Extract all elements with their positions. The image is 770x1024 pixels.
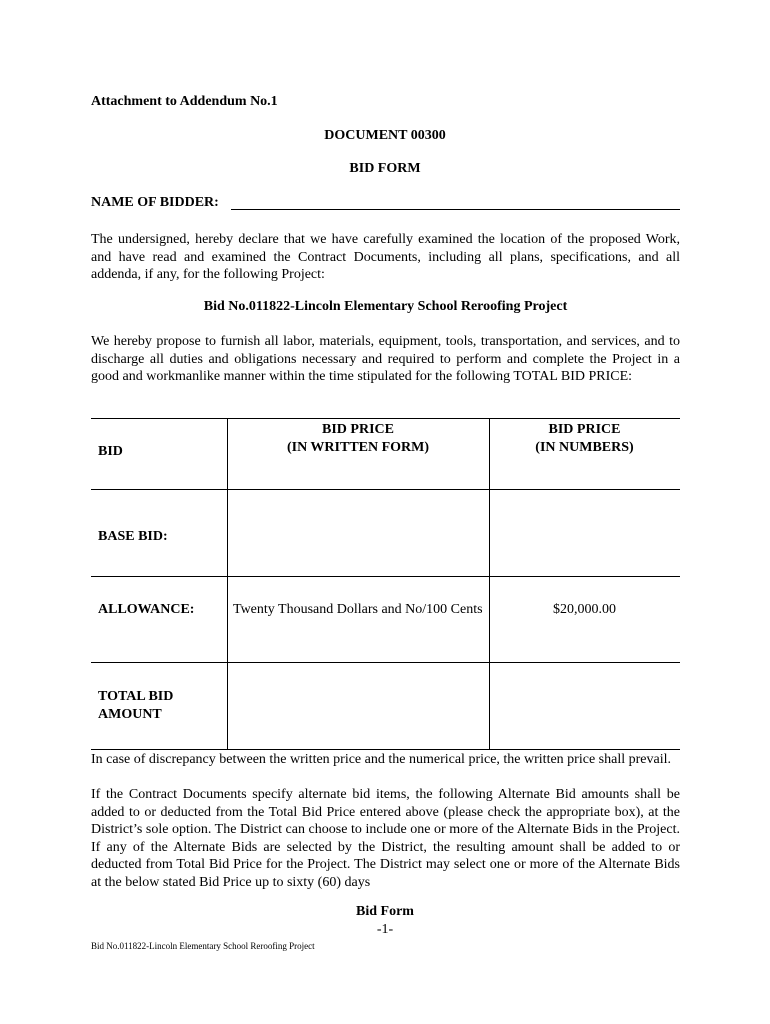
- row-label-allowance: ALLOWANCE:: [98, 602, 195, 617]
- header-written-line2: (IN WRITTEN FORM): [286, 440, 430, 455]
- allowance-numbers-value: $20,000.00: [553, 602, 616, 617]
- table-row-divider: [91, 662, 680, 663]
- header-numbers-line2: (IN NUMBERS): [535, 440, 634, 455]
- page-number: -1-: [376, 922, 394, 937]
- allowance-written-value: Twenty Thousand Dollars and No/100 Cents: [233, 602, 483, 617]
- attachment-heading: Attachment to Addendum No.1: [91, 94, 278, 109]
- header-numbers-line1: BID PRICE: [548, 422, 621, 437]
- row-label-base-bid: BASE BID:: [98, 529, 168, 544]
- header-bid: BID: [98, 444, 123, 459]
- table-row-divider: [91, 489, 680, 490]
- discrepancy-paragraph: In case of discrepancy between the written price and the numerical price, the written price shall prevail.: [91, 752, 671, 767]
- row-label-total-bid: TOTAL BID AMOUNT: [98, 689, 174, 722]
- alternate-bids-paragraph: If the Contract Documents specify alternate bid items, the following Alternate Bid amounts shall be added to or deducted from the Total Bid Price entered above (please check the appropriate box), at the District’s sole option. The District can choose to include one or more of the Alternate Bids in the Project. If any of the Alternate Bids are selected by the District, the resulting amount shall be added to or deducted from Total Bid Price for the Project. The District may select one or more of the Alternate Bids at the below stated Bid Price up to sixty (60) days: [91, 787, 680, 890]
- footer-project-reference: Bid No.011822-Lincoln Elementary School Reroofing Project: [91, 941, 315, 951]
- table-column-divider: [227, 418, 228, 749]
- project-title: Bid No.011822-Lincoln Elementary School Reroofing Project: [203, 299, 568, 314]
- proposal-paragraph: We hereby propose to furnish all labor, materials, equipment, tools, transportation, and services, and to discharge all duties and obligations necessary and required to perform and complete the Project in a good and workmanlike manner within the time stipulated for the following TOTAL BID PRICE:: [91, 334, 680, 384]
- bidder-name-field[interactable]: [231, 209, 680, 210]
- table-bottom-rule: [91, 749, 680, 750]
- table-row-divider: [91, 576, 680, 577]
- table-top-rule: [91, 418, 680, 419]
- document-number: DOCUMENT 00300: [324, 128, 446, 143]
- bidder-name-label: NAME OF BIDDER:: [91, 195, 219, 210]
- table-column-divider: [489, 418, 490, 749]
- footer-title: Bid Form: [356, 904, 414, 919]
- declaration-paragraph: The undersigned, hereby declare that we have carefully examined the location of the proposed Work, and have read and examined the Contract Documents, including all plans, specifications, and all addenda, if any, for the following Project:: [91, 232, 680, 282]
- document-title: BID FORM: [349, 161, 421, 176]
- header-written-line1: BID PRICE: [322, 422, 394, 437]
